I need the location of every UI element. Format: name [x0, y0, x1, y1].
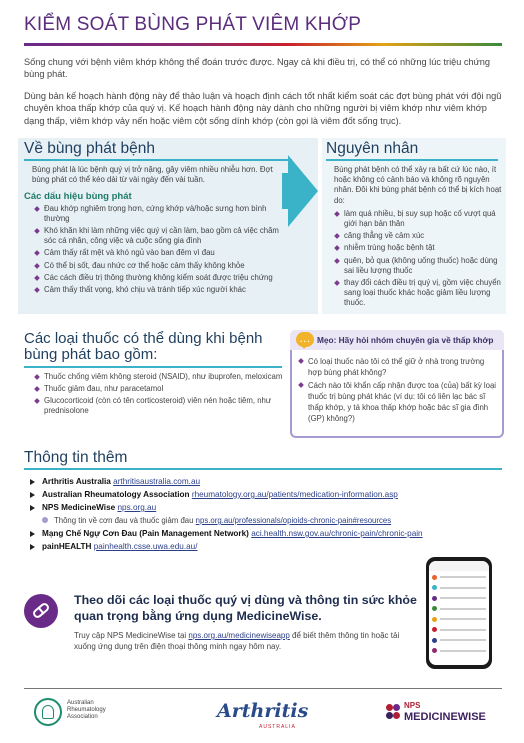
footer-rule — [24, 688, 502, 689]
info-item-painhealth — [30, 540, 423, 553]
promo-text — [74, 630, 418, 652]
link[interactable]: arthritisaustralia.com.au — [113, 477, 201, 486]
list-item: Khó khăn khi làm những việc quý vị cần làm, bao gồm cả việc chăm sóc cá nhân, công việc và cuộc sống gia đình — [34, 226, 280, 246]
org-name: painHEALTH — [42, 542, 92, 551]
causes-text: Bùng phát bệnh có thể xảy ra bất cứ lúc nào, ít hoặc không có cảnh báo và không rõ nguyên nhân. Đôi khi bùng phát bệnh có thể bị kích hoạt do: — [334, 165, 502, 205]
arthritis-logo: Arthritis — [217, 700, 309, 722]
list-item: Cảm thấy rất mệt và khó ngủ vào ban đêm vì đau — [34, 248, 280, 258]
bullet-dot-icon — [42, 517, 48, 523]
about-rule — [24, 159, 292, 161]
intro-paragraph-1: Sống chung với bệnh viêm khớp không thể đoán trước được. Ngay cả khi điều trị, có thể có những lúc triệu chứng bùng phát. — [24, 57, 490, 80]
arthritis-logo-sub: AUSTRALIA — [259, 724, 296, 730]
list-item: Cách nào tôi khẩn cấp nhận được toa (của) bất kỳ loại thuốc trị bùng phát khác (ví dụ: tôi có liên lạc bác sĩ thấp khớp, y tá khoa thấp khớp hoặc bác sĩ gia đình (GP) không?) — [298, 380, 498, 424]
list-item: Glucocorticoid (còn có tên corticosteroid) viên nén hoặc tiêm, như prednisolone — [34, 396, 284, 416]
causes-list — [334, 209, 502, 310]
list-item: Có thể bị sốt, đau nhức cơ thể hoặc cảm thấy không khỏe — [34, 261, 280, 271]
causes-rule — [326, 159, 498, 161]
nps-logo-text: NPS — [404, 701, 421, 710]
ara-logo — [34, 698, 62, 726]
about-heading: Về bùng phát bệnh — [24, 140, 156, 157]
link[interactable]: rheumatology.org.au/patients/medication-information.asp — [191, 490, 398, 499]
list-item: Thuốc giảm đau, như paracetamol — [34, 384, 284, 394]
tip-list — [298, 356, 498, 426]
link[interactable]: aci.health.nsw.gov.au/chronic-pain/chronic-pain — [251, 529, 423, 538]
list-item: làm quá nhiều, bị suy sụp hoặc cố vượt quá giới hạn bản thân — [334, 209, 502, 229]
sub-text: Thông tin về cơn đau và thuốc giảm đau — [54, 516, 194, 525]
about-text: Bùng phát là lúc bệnh quý vị trở nặng, gây viêm nhiều nhiễu hơn. Đợt bùng phát có thể kéo dài từ vài ngày đến vài tuần. — [32, 165, 273, 185]
link[interactable]: nps.org.au/professionals/opioids-chronic-pain#resources — [195, 516, 392, 525]
title-gradient-rule — [24, 43, 502, 46]
signs-heading: Các dấu hiệu bùng phát — [24, 191, 132, 202]
info-sub-item — [30, 514, 423, 527]
intro-paragraph-2: Dùng bản kế hoạch hành động này để thảo luận và hoạch định cách tốt nhất kiểm soát các đợt bùng phát với đội ngũ chuyên khoa thấp khớp của quý vị. Kế hoạch hành động này dành cho những người bị viêm khớp như viêm khớp dạng thấp, viêm khớp vảy nến hoặc viêm cột sống dính khớp (còn gọi là viêm đốt sống trục). — [24, 91, 502, 126]
signs-list — [34, 204, 280, 297]
promo-text-before: Truy cập NPS MedicineWise tại — [74, 631, 189, 640]
org-name: NPS MedicineWise — [42, 503, 116, 512]
info-item-ara — [30, 488, 423, 501]
info-item-nps — [30, 501, 423, 514]
promo-text-after: để biết thêm thông tin hoặc tải xuống ứng dụng trên điện thoại thông minh ngay hôm nay. — [74, 631, 400, 651]
info-item-pain-network — [30, 527, 423, 540]
info-heading: Thông tin thêm — [24, 449, 128, 466]
phone-screen — [429, 561, 489, 665]
list-item: Thuốc chống viêm không steroid (NSAID), như ibuprofen, meloxicam — [34, 372, 284, 382]
speech-dots: ··· — [300, 337, 311, 346]
info-rule — [24, 468, 502, 470]
list-item: Cảm thấy thất vọng, khó chịu và tránh tiếp xúc người khác — [34, 285, 280, 295]
pill-icon — [24, 594, 58, 628]
promo-title: Theo dõi các loại thuốc quý vị dùng và thông tin sức khỏe quan trọng bằng ứng dụng MedicineWise. — [74, 593, 417, 623]
org-name: Australian Rheumatology Association — [42, 490, 190, 499]
list-item: Các cách điều trị thông thường không kiểm soát được triệu chứng — [34, 273, 280, 283]
org-name: Arthritis Australia — [42, 477, 111, 486]
list-item: quên, bỏ qua (không uống thuốc) hoặc dùng sai liều lượng thuốc — [334, 256, 502, 276]
list-item: thay đổi cách điều trị quý vị, gồm việc chuyển sang loại thuốc khác hoặc giảm liều lượng thuốc. — [334, 278, 502, 308]
info-list — [30, 475, 423, 553]
tip-title: Mẹo: Hãy hỏi nhóm chuyên gia về thấp khớp — [317, 335, 494, 345]
ara-logo-text: Australian Rheumatology Association — [67, 700, 106, 720]
nps-logo-icon — [386, 704, 400, 720]
page-title: KIỂM SOÁT BÙNG PHÁT VIÊM KHỚP — [24, 14, 362, 35]
meds-heading: Các loại thuốc có thể dùng khi bệnh bùng phát bao gồm: — [24, 330, 263, 363]
causes-heading: Nguyên nhân — [326, 140, 419, 157]
arrow-icon — [288, 155, 318, 227]
org-name: Mạng Chế Ngự Cơn Đau (Pain Management Network) — [42, 529, 249, 538]
phone-icon — [426, 557, 492, 669]
meds-list — [34, 372, 284, 419]
list-item: Đau khớp nghiêm trọng hơn, cứng khớp và/hoặc sưng hơn bình thường — [34, 204, 280, 224]
info-item-arthritis-australia — [30, 475, 423, 488]
medicinewise-logo-text: MEDICINEWISE — [404, 711, 486, 723]
meds-rule — [24, 366, 282, 368]
list-item: Có loại thuốc nào tôi có thể giữ ở nhà trong trường hợp bùng phát không? — [298, 356, 498, 378]
link[interactable]: nps.org.au — [117, 503, 157, 512]
list-item: nhiễm trùng hoặc bệnh tật — [334, 243, 502, 253]
list-item: căng thẳng về cảm xúc — [334, 231, 502, 241]
link[interactable]: painhealth.csse.uwa.edu.au/ — [93, 542, 198, 551]
promo-link[interactable]: nps.org.au/medicinewiseapp — [188, 631, 290, 640]
